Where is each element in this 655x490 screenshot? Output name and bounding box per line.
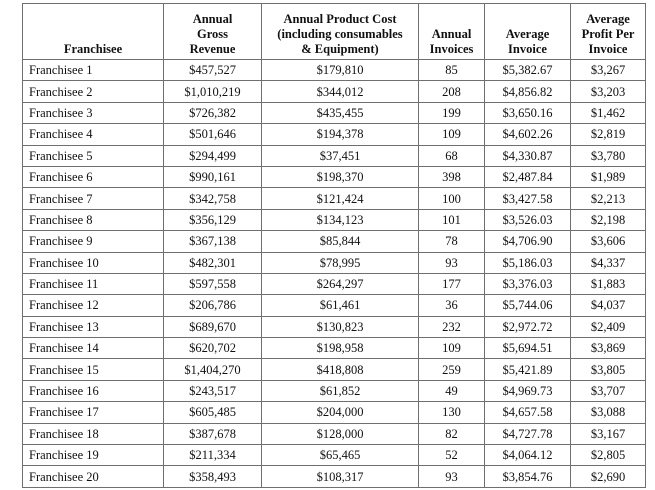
- cell-average-invoice: $5,421.89: [485, 359, 571, 380]
- cell-average-invoice: $4,706.90: [485, 231, 571, 252]
- cell-franchisee: Franchisee 13: [23, 316, 164, 337]
- cell-average-invoice: $5,744.06: [485, 295, 571, 316]
- table-body: [23, 60, 646, 488]
- header-average-invoice: [485, 4, 571, 60]
- cell-franchisee: Franchisee 18: [23, 423, 164, 444]
- cell-franchisee: Franchisee 14: [23, 338, 164, 359]
- cell-annual-gross-revenue: $605,485: [164, 402, 262, 423]
- column-header-line: (including consumables: [277, 27, 403, 41]
- cell-franchisee: Franchisee 9: [23, 231, 164, 252]
- table-row: [23, 445, 646, 466]
- cell-annual-invoices: 109: [419, 338, 485, 359]
- table-row: [23, 359, 646, 380]
- cell-average-invoice: $3,376.03: [485, 273, 571, 294]
- column-header-line: Annual Product Cost: [283, 12, 397, 26]
- header-average-profit-per-invoice: [571, 4, 646, 60]
- cell-annual-invoices: 82: [419, 423, 485, 444]
- cell-annual-invoices: 177: [419, 273, 485, 294]
- cell-annual-product-cost: $130,823: [262, 316, 419, 337]
- table-row: [23, 338, 646, 359]
- table-row: [23, 402, 646, 423]
- cell-average-profit-per-invoice: $3,805: [571, 359, 646, 380]
- column-header-line: Invoice: [588, 42, 628, 56]
- cell-average-profit-per-invoice: $1,462: [571, 102, 646, 123]
- header-annual-gross-revenue: [164, 4, 262, 60]
- column-header-line: Annual: [192, 12, 233, 26]
- table-row: [23, 60, 646, 81]
- table-row: [23, 209, 646, 230]
- cell-annual-gross-revenue: $294,499: [164, 145, 262, 166]
- table-header: [23, 4, 646, 60]
- cell-annual-product-cost: $65,465: [262, 445, 419, 466]
- cell-franchisee: Franchisee 16: [23, 380, 164, 401]
- cell-annual-gross-revenue: $356,129: [164, 209, 262, 230]
- table-row: [23, 188, 646, 209]
- cell-annual-product-cost: $198,370: [262, 166, 419, 187]
- cell-average-profit-per-invoice: $2,409: [571, 316, 646, 337]
- cell-annual-gross-revenue: $358,493: [164, 466, 262, 487]
- header-annual-product-cost: [262, 4, 419, 60]
- cell-annual-product-cost: $194,378: [262, 124, 419, 145]
- cell-average-profit-per-invoice: $1,989: [571, 166, 646, 187]
- column-header-line: Average: [586, 12, 630, 26]
- column-header-line: Franchisee: [63, 42, 123, 56]
- cell-annual-gross-revenue: $1,010,219: [164, 81, 262, 102]
- cell-average-profit-per-invoice: $1,883: [571, 273, 646, 294]
- cell-franchisee: Franchisee 17: [23, 402, 164, 423]
- cell-annual-gross-revenue: $387,678: [164, 423, 262, 444]
- table-row: [23, 380, 646, 401]
- cell-annual-gross-revenue: $1,404,270: [164, 359, 262, 380]
- table-row: [23, 124, 646, 145]
- cell-annual-gross-revenue: $367,138: [164, 231, 262, 252]
- header-annual-invoices: [419, 4, 485, 60]
- cell-average-invoice: $4,064.12: [485, 445, 571, 466]
- cell-franchisee: Franchisee 7: [23, 188, 164, 209]
- cell-average-invoice: $3,427.58: [485, 188, 571, 209]
- header-row: [23, 4, 646, 60]
- table-row: [23, 295, 646, 316]
- cell-franchisee: Franchisee 6: [23, 166, 164, 187]
- cell-average-profit-per-invoice: $3,203: [571, 81, 646, 102]
- cell-annual-invoices: 68: [419, 145, 485, 166]
- cell-average-invoice: $4,657.58: [485, 402, 571, 423]
- table-row: [23, 423, 646, 444]
- cell-annual-product-cost: $435,455: [262, 102, 419, 123]
- cell-average-profit-per-invoice: $2,690: [571, 466, 646, 487]
- cell-annual-product-cost: $264,297: [262, 273, 419, 294]
- cell-franchisee: Franchisee 1: [23, 60, 164, 81]
- cell-average-profit-per-invoice: $4,037: [571, 295, 646, 316]
- cell-franchisee: Franchisee 11: [23, 273, 164, 294]
- cell-annual-product-cost: $61,461: [262, 295, 419, 316]
- cell-annual-gross-revenue: $457,527: [164, 60, 262, 81]
- cell-average-profit-per-invoice: $3,167: [571, 423, 646, 444]
- cell-average-profit-per-invoice: $3,606: [571, 231, 646, 252]
- cell-average-invoice: $4,727.78: [485, 423, 571, 444]
- cell-average-profit-per-invoice: $3,869: [571, 338, 646, 359]
- cell-average-profit-per-invoice: $2,198: [571, 209, 646, 230]
- cell-franchisee: Franchisee 19: [23, 445, 164, 466]
- cell-annual-invoices: 199: [419, 102, 485, 123]
- cell-annual-product-cost: $134,123: [262, 209, 419, 230]
- cell-franchisee: Franchisee 15: [23, 359, 164, 380]
- column-header-line: Revenue: [189, 42, 236, 56]
- header-franchisee: [23, 4, 164, 60]
- cell-annual-product-cost: $344,012: [262, 81, 419, 102]
- cell-average-invoice: $4,330.87: [485, 145, 571, 166]
- cell-annual-gross-revenue: $243,517: [164, 380, 262, 401]
- cell-average-invoice: $4,969.73: [485, 380, 571, 401]
- cell-annual-gross-revenue: $689,670: [164, 316, 262, 337]
- table-row: [23, 166, 646, 187]
- table-row: [23, 145, 646, 166]
- cell-annual-product-cost: $85,844: [262, 231, 419, 252]
- cell-average-profit-per-invoice: $4,337: [571, 252, 646, 273]
- cell-annual-invoices: 130: [419, 402, 485, 423]
- cell-annual-product-cost: $418,808: [262, 359, 419, 380]
- cell-annual-invoices: 52: [419, 445, 485, 466]
- cell-annual-gross-revenue: $597,558: [164, 273, 262, 294]
- cell-average-invoice: $2,487.84: [485, 166, 571, 187]
- cell-average-profit-per-invoice: $2,819: [571, 124, 646, 145]
- cell-franchisee: Franchisee 2: [23, 81, 164, 102]
- cell-average-invoice: $5,694.51: [485, 338, 571, 359]
- cell-annual-gross-revenue: $211,334: [164, 445, 262, 466]
- cell-average-profit-per-invoice: $3,088: [571, 402, 646, 423]
- cell-annual-gross-revenue: $482,301: [164, 252, 262, 273]
- cell-annual-invoices: 93: [419, 466, 485, 487]
- cell-annual-invoices: 93: [419, 252, 485, 273]
- table-row: [23, 231, 646, 252]
- cell-annual-invoices: 85: [419, 60, 485, 81]
- cell-annual-gross-revenue: $501,646: [164, 124, 262, 145]
- cell-annual-product-cost: $204,000: [262, 402, 419, 423]
- cell-annual-invoices: 49: [419, 380, 485, 401]
- column-header-line: Annual: [431, 27, 472, 41]
- cell-annual-gross-revenue: $990,161: [164, 166, 262, 187]
- cell-average-invoice: $3,526.03: [485, 209, 571, 230]
- column-header-line: Average: [505, 27, 550, 41]
- table-row: [23, 252, 646, 273]
- cell-average-invoice: $5,382.67: [485, 60, 571, 81]
- table-row: [23, 102, 646, 123]
- cell-franchisee: Franchisee 4: [23, 124, 164, 145]
- franchisee-financials-table-container: [22, 3, 645, 488]
- table-row: [23, 81, 646, 102]
- table-row: [23, 466, 646, 487]
- table-row: [23, 273, 646, 294]
- cell-average-invoice: $2,972.72: [485, 316, 571, 337]
- franchisee-financials-table: [22, 3, 646, 488]
- cell-annual-product-cost: $108,317: [262, 466, 419, 487]
- cell-annual-invoices: 232: [419, 316, 485, 337]
- cell-average-invoice: $3,854.76: [485, 466, 571, 487]
- cell-franchisee: Franchisee 5: [23, 145, 164, 166]
- cell-average-invoice: $4,602.26: [485, 124, 571, 145]
- cell-annual-gross-revenue: $206,786: [164, 295, 262, 316]
- cell-franchisee: Franchisee 8: [23, 209, 164, 230]
- column-header-line: Gross: [196, 27, 229, 41]
- cell-annual-product-cost: $78,995: [262, 252, 419, 273]
- cell-annual-invoices: 100: [419, 188, 485, 209]
- table-row: [23, 316, 646, 337]
- column-header-line: & Equipment): [301, 42, 379, 56]
- cell-franchisee: Franchisee 20: [23, 466, 164, 487]
- cell-annual-invoices: 101: [419, 209, 485, 230]
- column-header-line: Profit Per: [581, 27, 635, 41]
- cell-average-profit-per-invoice: $3,780: [571, 145, 646, 166]
- cell-annual-product-cost: $198,958: [262, 338, 419, 359]
- cell-average-profit-per-invoice: $3,707: [571, 380, 646, 401]
- cell-average-invoice: $3,650.16: [485, 102, 571, 123]
- cell-franchisee: Franchisee 12: [23, 295, 164, 316]
- column-header-line: Invoice: [508, 42, 547, 56]
- cell-annual-invoices: 109: [419, 124, 485, 145]
- cell-average-profit-per-invoice: $3,267: [571, 60, 646, 81]
- cell-annual-gross-revenue: $620,702: [164, 338, 262, 359]
- cell-annual-gross-revenue: $726,382: [164, 102, 262, 123]
- cell-annual-invoices: 259: [419, 359, 485, 380]
- cell-average-invoice: $5,186.03: [485, 252, 571, 273]
- cell-average-invoice: $4,856.82: [485, 81, 571, 102]
- cell-annual-product-cost: $179,810: [262, 60, 419, 81]
- cell-annual-product-cost: $128,000: [262, 423, 419, 444]
- cell-franchisee: Franchisee 3: [23, 102, 164, 123]
- cell-average-profit-per-invoice: $2,805: [571, 445, 646, 466]
- cell-annual-invoices: 398: [419, 166, 485, 187]
- cell-annual-product-cost: $37,451: [262, 145, 419, 166]
- cell-average-profit-per-invoice: $2,213: [571, 188, 646, 209]
- cell-annual-gross-revenue: $342,758: [164, 188, 262, 209]
- column-header-line: Invoices: [429, 42, 474, 56]
- cell-franchisee: Franchisee 10: [23, 252, 164, 273]
- cell-annual-product-cost: $61,852: [262, 380, 419, 401]
- cell-annual-invoices: 36: [419, 295, 485, 316]
- cell-annual-invoices: 208: [419, 81, 485, 102]
- cell-annual-invoices: 78: [419, 231, 485, 252]
- cell-annual-product-cost: $121,424: [262, 188, 419, 209]
